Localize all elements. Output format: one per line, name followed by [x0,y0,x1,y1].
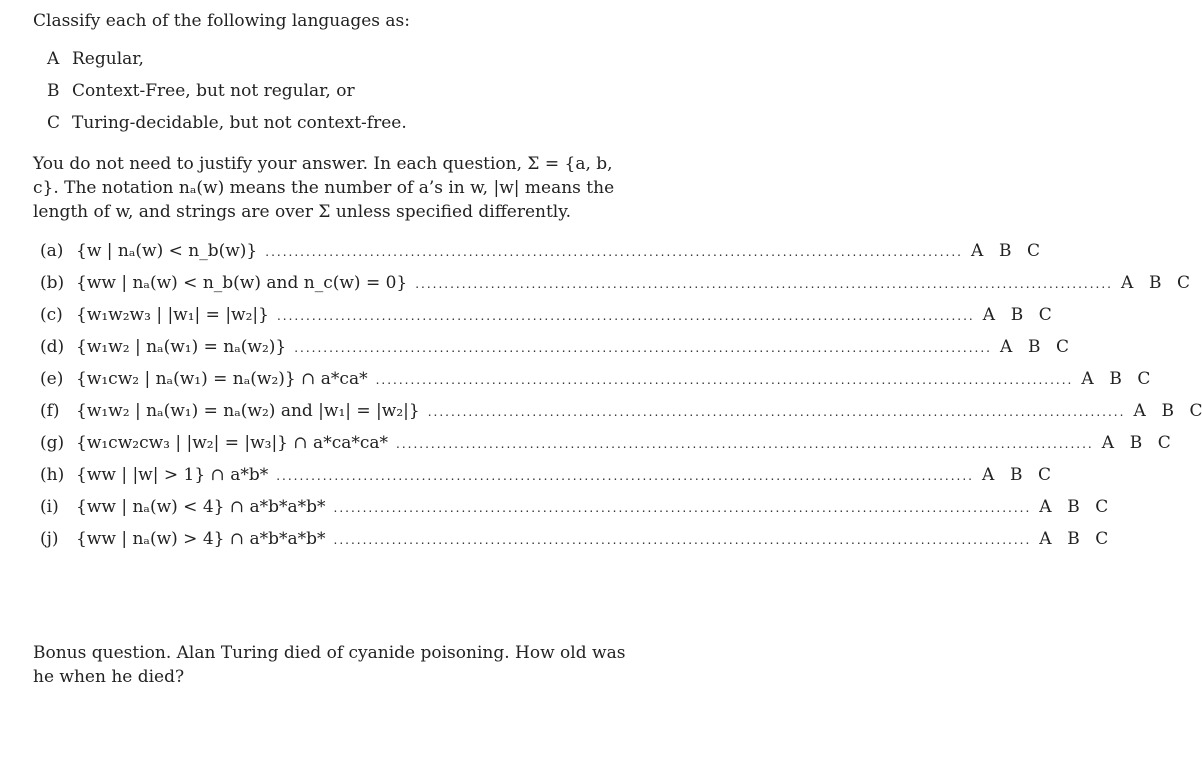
question-label: (a) [40,241,64,261]
answer-choice-a[interactable]: A [1081,369,1094,389]
classification-options [47,43,633,139]
answer-choices [1039,491,1107,523]
answer-choices [1039,523,1107,555]
answer-choice-b[interactable]: B [1161,401,1174,421]
option-label: Turing-decidable, but not context-free. [72,113,407,133]
question-label: (d) [40,337,65,357]
language-expression: {ww | nₐ(w) > 4} ∩ a*b*a*b* [76,529,326,549]
question-row [40,459,1051,491]
question-row [40,267,1190,299]
language-expression: {w | nₐ(w) < n_b(w)} [76,241,258,261]
dot-leader: ........................................................................................................................ [294,341,992,355]
question-row [40,331,1069,363]
answer-choice-c[interactable]: C [1095,497,1109,517]
question-label: (c) [40,305,63,325]
answer-choice-a[interactable]: A [1133,401,1146,421]
question-row [40,235,1040,267]
dot-leader: ........................................................................................................................ [276,469,974,483]
option-letter: C [47,113,61,133]
question-label: (b) [40,273,65,293]
answer-choice-b[interactable]: B [1067,529,1080,549]
answer-choice-b[interactable]: B [1010,305,1024,325]
language-expression: {w₁cw₂ | nₐ(w₁) = nₐ(w₂)} ∩ a*ca* [76,369,368,389]
dot-leader: ........................................................................................................................ [396,437,1094,451]
answer-choices [983,299,1051,331]
question-label: (h) [40,465,65,485]
answer-choice-b[interactable]: B [1148,273,1162,293]
question-row [40,523,1109,555]
bonus-question: Bonus question. Alan Turing died of cyanide poisoning. How old was he when he died? [33,643,626,687]
option-letter: A [47,49,60,69]
question-row [40,299,1052,331]
dot-leader: ........................................................................................................................ [333,501,1032,515]
answer-choices [982,459,1050,491]
answer-choice-c[interactable]: C [1137,369,1151,389]
question-label: (i) [40,497,59,517]
language-expression: {w₁w₂ | nₐ(w₁) = nₐ(w₂)} [76,337,287,357]
answer-choice-a[interactable]: A [981,465,995,485]
answer-choice-c[interactable]: C [1157,433,1171,453]
answer-choice-b[interactable]: B [1027,337,1041,357]
question-row [40,363,1151,395]
dot-leader: ........................................................................................................................ [333,533,1032,547]
language-expression: {w₁w₂w₃ | |w₁| = |w₂|} [76,305,269,325]
intro-text: Classify each of the following languages as: [33,11,411,31]
dot-leader: ........................................................................................................................ [415,277,1113,291]
dot-leader: ........................................................................................................................ [265,245,963,259]
answer-choices [1081,363,1149,395]
answer-choices [1133,395,1201,427]
answer-choices [971,235,1039,267]
answer-choices [1000,331,1068,363]
answer-choice-b[interactable]: B [1009,465,1023,485]
answer-choice-c[interactable]: C [1026,241,1040,261]
option-b [47,75,633,107]
answer-choice-c[interactable]: C [1095,529,1109,549]
answer-choice-a[interactable]: A [1039,529,1052,549]
instructions-note: You do not need to justify your answer. In each question, Σ = {a, b, c}. The notation nₐ(w) means the number of a’s in w, |w| means the length of w, and strings are over Σ unless specified differently. [33,154,615,222]
language-expression: {ww | nₐ(w) < 4} ∩ a*b*a*b* [76,497,326,517]
answer-choice-b[interactable]: B [1067,497,1080,517]
option-c [47,107,633,139]
answer-choices [1121,267,1189,299]
answer-choice-c[interactable]: C [1055,337,1069,357]
language-expression: {w₁w₂ | nₐ(w₁) = nₐ(w₂) and |w₁| = |w₂|} [76,401,420,421]
dot-leader: ........................................................................................................................ [375,373,1074,387]
answer-choice-a[interactable]: A [999,337,1013,357]
question-label: (e) [40,369,64,389]
option-letter: B [47,81,60,101]
answer-choices [1102,427,1170,459]
language-expression: {ww | |w| > 1} ∩ a*b* [76,465,269,485]
problem-sheet [33,10,1202,689]
question-list [40,235,1202,555]
answer-choice-c[interactable]: C [1037,465,1051,485]
answer-choice-a[interactable]: A [1101,433,1115,453]
answer-choice-b[interactable]: B [998,241,1012,261]
answer-choice-c[interactable]: C [1176,273,1190,293]
option-label: Regular, [72,49,144,69]
answer-choice-a[interactable]: A [1039,497,1052,517]
answer-choice-b[interactable]: B [1129,433,1143,453]
language-expression: {ww | nₐ(w) < n_b(w) and n_c(w) = 0} [76,273,408,293]
question-label: (g) [40,433,65,453]
option-label: Context-Free, but not regular, or [72,81,355,101]
question-row [40,395,1202,427]
answer-choice-a[interactable]: A [982,305,995,325]
dot-leader: ........................................................................................................................ [276,309,975,323]
question-row [40,427,1171,459]
answer-choice-b[interactable]: B [1109,369,1122,389]
dot-leader: ........................................................................................................................ [427,405,1126,419]
question-label: (j) [40,529,59,549]
answer-choice-a[interactable]: A [970,241,984,261]
answer-choice-c[interactable]: C [1189,401,1202,421]
option-a [47,43,633,75]
question-label: (f) [40,401,60,421]
answer-choice-a[interactable]: A [1120,273,1134,293]
answer-choice-c[interactable]: C [1038,305,1052,325]
language-expression: {w₁cw₂cw₃ | |w₂| = |w₃|} ∩ a*ca*ca* [76,433,389,453]
question-row [40,491,1109,523]
